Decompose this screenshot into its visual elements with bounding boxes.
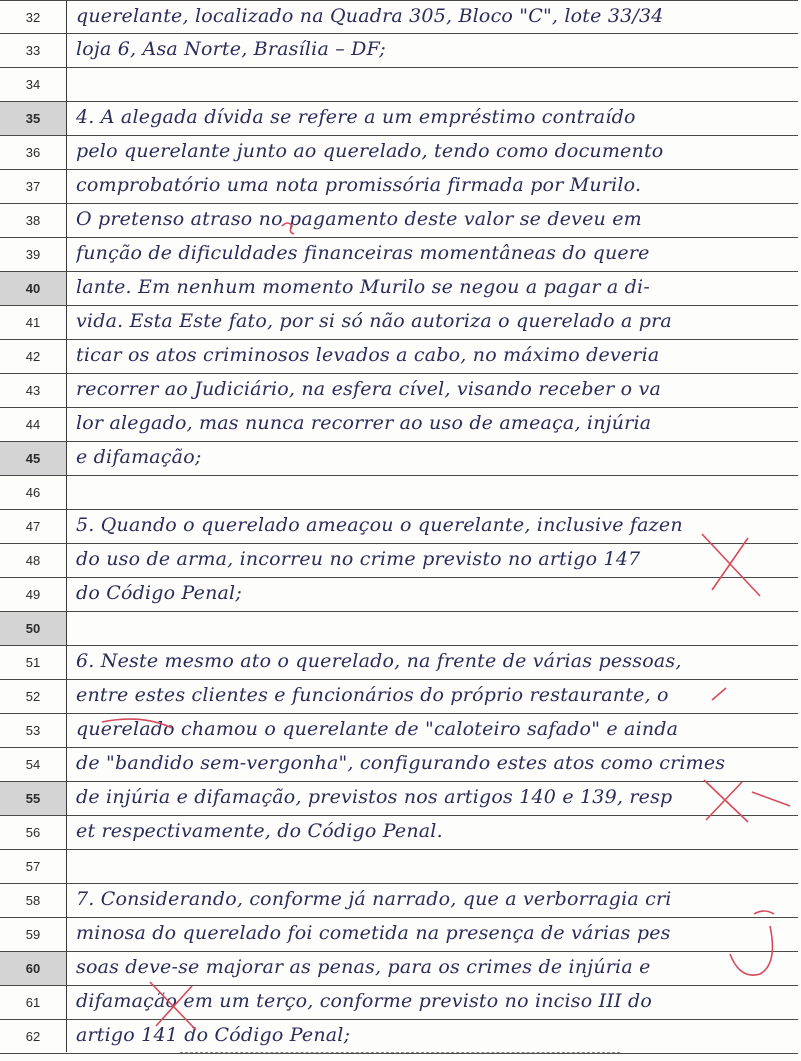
- sheet-line: [0, 884, 798, 918]
- handwritten-text: lante. Em nenhum momento Murilo se negou a pagar a di-: [76, 276, 650, 298]
- sheet-line: [0, 170, 798, 204]
- sheet-line: [0, 612, 798, 646]
- handwritten-text: minosa do querelado foi cometida na presença de várias pes: [76, 922, 671, 944]
- line-number: 37: [25, 179, 41, 194]
- sheet-line: [0, 782, 798, 816]
- sheet-line: [0, 476, 798, 510]
- line-number: 39: [25, 247, 41, 262]
- handwritten-text: 4. A alegada dívida se refere a um empréstimo contraído: [76, 106, 636, 128]
- line-number: 49: [25, 587, 41, 602]
- sheet-line: [0, 442, 798, 476]
- handwritten-text: querelante, localizado na Quadra 305, Bloco "C", lote 33/34: [76, 5, 664, 27]
- bottom-rule: [180, 1052, 620, 1053]
- handwritten-text: vida. Esta Este fato, por si só não autoriza o querelado a pra: [76, 310, 672, 332]
- sheet-line: [0, 578, 798, 612]
- line-number: 46: [25, 485, 41, 500]
- handwritten-text: do uso de arma, incorreu no crime previsto no artigo 147: [76, 548, 641, 570]
- line-number: 35: [0, 102, 66, 135]
- handwritten-text: [76, 68, 794, 102]
- handwritten-text: pelo querelante junto ao querelado, tendo como documento: [76, 140, 664, 162]
- handwritten-text: 6. Neste mesmo ato o querelado, na frente de várias pessoas,: [76, 650, 682, 672]
- line-number: 61: [25, 995, 41, 1010]
- sheet-line: [0, 986, 798, 1020]
- line-number: 34: [25, 77, 41, 92]
- handwritten-text: do Código Penal;: [76, 582, 242, 604]
- line-number: 33: [25, 43, 41, 58]
- sheet-line: [0, 714, 798, 748]
- line-number: 51: [25, 655, 41, 670]
- sheet-line: [0, 306, 798, 340]
- sheet-line: [0, 1020, 798, 1054]
- line-number: 38: [25, 213, 41, 228]
- line-number: 40: [0, 272, 66, 305]
- handwritten-text: [76, 612, 794, 646]
- sheet-line: [0, 748, 798, 782]
- handwritten-text: querelado chamou o querelante de "caloteiro safado" e ainda: [76, 718, 679, 740]
- handwritten-text: e difamação;: [76, 446, 202, 468]
- line-number: 62: [25, 1029, 41, 1044]
- handwritten-text: loja 6, Asa Norte, Brasília – DF;: [76, 38, 386, 60]
- line-number: 50: [0, 612, 66, 645]
- line-number: 60: [0, 952, 66, 985]
- sheet-line: [0, 204, 798, 238]
- sheet-line: [0, 816, 798, 850]
- line-number: 53: [25, 723, 41, 738]
- line-number: 41: [25, 315, 41, 330]
- sheet-line: [0, 102, 798, 136]
- handwritten-text: O pretenso atraso no pagamento deste valor se deveu em: [76, 208, 642, 230]
- handwritten-text: 5. Quando o querelado ameaçou o querelante, inclusive fazen: [76, 514, 683, 536]
- handwritten-text: lor alegado, mas nunca recorrer ao uso de ameaça, injúria: [76, 412, 652, 434]
- line-number: 36: [25, 145, 41, 160]
- handwritten-text: comprobatório uma nota promissória firmada por Murilo.: [76, 174, 642, 196]
- handwritten-text: ticar os atos criminosos levados a cabo, no máximo deveria: [76, 344, 660, 366]
- sheet-line: [0, 544, 798, 578]
- line-number: 44: [25, 417, 41, 432]
- line-number: 48: [25, 553, 41, 568]
- handwritten-text: difamação em um terço, conforme previsto no inciso III do: [76, 990, 652, 1012]
- sheet-line: [0, 272, 798, 306]
- sheet-line: [0, 340, 798, 374]
- sheet-line: [0, 510, 798, 544]
- line-number: 52: [25, 689, 41, 704]
- line-number: 54: [25, 757, 41, 772]
- handwritten-text: artigo 141 do Código Penal;: [76, 1024, 351, 1046]
- line-number: 56: [25, 825, 41, 840]
- handwritten-text: soas deve-se majorar as penas, para os crimes de injúria e: [76, 956, 651, 978]
- sheet-line: [0, 952, 798, 986]
- sheet-line: [0, 238, 798, 272]
- sheet-line: [0, 850, 798, 884]
- handwritten-text: 7. Considerando, conforme já narrado, que a verborragia cri: [76, 888, 672, 910]
- line-number: 32: [25, 10, 41, 25]
- handwritten-text: entre estes clientes e funcionários do próprio restaurante, o: [76, 684, 669, 706]
- line-number: 42: [25, 349, 41, 364]
- handwritten-text: et respectivamente, do Código Penal.: [76, 820, 443, 842]
- handwritten-text: função de dificuldades financeiras momentâneas do quere: [76, 242, 650, 264]
- handwritten-text: de injúria e difamação, previstos nos artigos 140 e 139, resp: [76, 786, 673, 808]
- line-number: 55: [0, 782, 66, 815]
- sheet-line: [0, 374, 798, 408]
- line-number: 59: [25, 927, 41, 942]
- line-number: 47: [25, 519, 41, 534]
- sheet-line: [0, 68, 798, 102]
- line-number: 57: [25, 859, 41, 874]
- handwritten-text: recorrer ao Judiciário, na esfera cível, visando receber o va: [76, 378, 661, 400]
- sheet-line: [0, 646, 798, 680]
- handwritten-text: [76, 476, 794, 510]
- sheet-line: [0, 918, 798, 952]
- sheet-line: [0, 34, 798, 68]
- sheet-line: [0, 408, 798, 442]
- handwritten-text: [76, 850, 794, 884]
- sheet-line: [0, 0, 798, 34]
- sheet-line: [0, 680, 798, 714]
- handwritten-text: de "bandido sem-vergonha", configurando estes atos como crimes: [76, 752, 726, 774]
- line-number: 43: [25, 383, 41, 398]
- line-number: 45: [0, 442, 66, 475]
- line-number: 58: [25, 893, 41, 908]
- sheet-line: [0, 136, 798, 170]
